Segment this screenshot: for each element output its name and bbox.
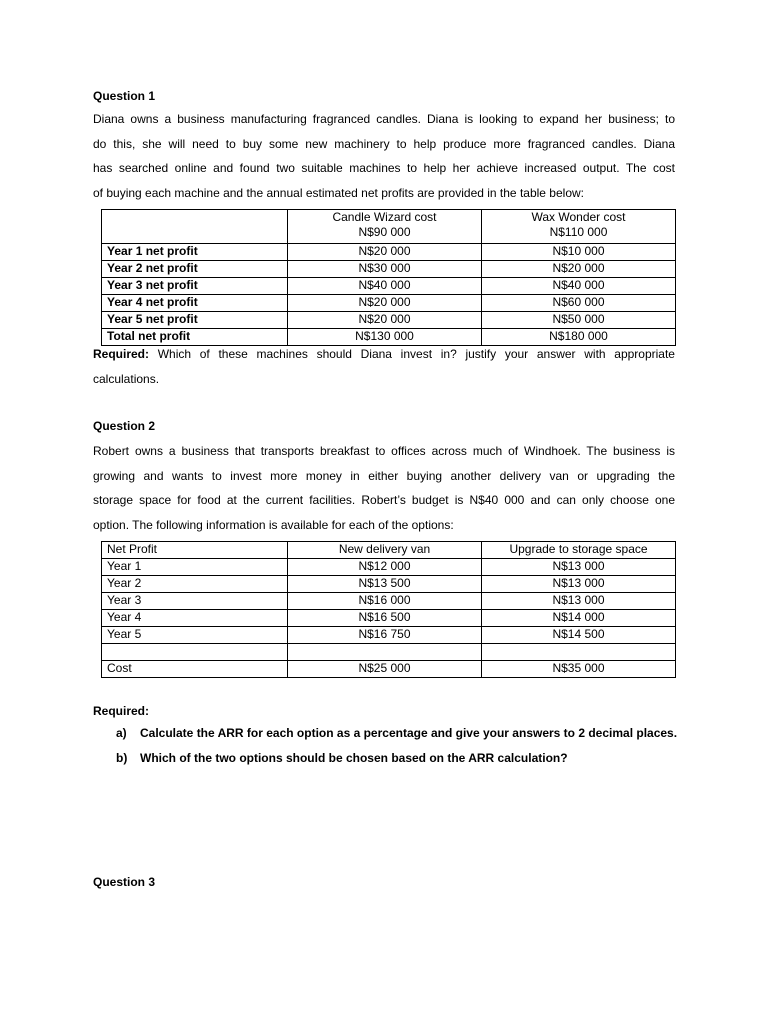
table-cell: N$40 000 [482,278,676,295]
header-cost: N$90 000 [358,225,411,239]
row-label: Year 4 [102,610,288,627]
table-row [102,627,676,644]
row-label: Year 3 [102,593,288,610]
row-label: Year 5 [102,627,288,644]
row-label: Year 4 net profit [102,295,288,312]
header-cell-wax-wonder [482,210,676,244]
row-label: Total net profit [102,329,288,346]
table-cell: N$25 000 [288,661,482,678]
question-2-required-list [116,721,677,770]
table-cell: N$10 000 [482,244,676,261]
row-label: Year 2 [102,576,288,593]
row-label: Year 1 net profit [102,244,288,261]
table-cell: N$14 500 [482,627,676,644]
table-cell: N$40 000 [288,278,482,295]
table-cell: N$20 000 [288,312,482,329]
list-text: Which of the two options should be chosen based on the ARR calculation? [140,750,568,765]
table-row [102,559,676,576]
paragraph-line: has searched online and found two suitable machines to help her achieve increased output. The cost [93,161,675,175]
table-row-cost [102,661,676,678]
machine-profit-table [101,209,676,346]
table-cell: N$13 500 [288,576,482,593]
paragraph-line: storage space for food at the current facilities. Robert’s budget is N$40 000 and can only choose one [93,493,675,507]
list-marker: a) [116,726,127,740]
table-cell [482,644,676,661]
question-1-required [93,342,675,391]
question-1-paragraph [93,107,675,205]
header-cost: N$110 000 [549,225,608,239]
row-label: Year 3 net profit [102,278,288,295]
table-row [102,244,676,261]
paragraph-line: growing and wants to invest more money in either buying another delivery van or upgrading the [93,468,675,483]
header-name: Candle Wizard cost [332,210,437,224]
question-2-paragraph [93,439,675,537]
table-row [102,610,676,627]
row-label [102,644,288,661]
table-cell: N$13 000 [482,576,676,593]
list-marker: b) [116,750,128,765]
required-line [93,342,675,367]
table-cell: N$12 000 [288,559,482,576]
table-row-empty [102,644,676,661]
required-label: Required: [93,347,150,361]
table-cell: N$20 000 [482,261,676,278]
table-cell: N$14 000 [482,610,676,627]
table-cell: N$30 000 [288,261,482,278]
list-text: Calculate the ARR for each option as a percentage and give your answers to 2 decimal places. [140,726,678,740]
header-cell: New delivery van [288,542,482,559]
header-cell: Net Profit [102,542,288,559]
table-cell: N$20 000 [288,295,482,312]
table-cell: N$50 000 [482,312,676,329]
list-item [116,721,677,746]
header-name: Wax Wonder cost [531,210,626,224]
table-cell: N$20 000 [288,244,482,261]
paragraph-line: Diana owns a business manufacturing fragranced candles. Diana is looking to expand her business; to [93,112,675,126]
question-1-title: Question 1 [93,89,156,103]
row-label: Cost [102,661,288,678]
table-row [102,261,676,278]
table-header-row [102,542,676,559]
table-cell: N$60 000 [482,295,676,312]
row-label: Year 1 [102,559,288,576]
row-label: Year 5 net profit [102,312,288,329]
table-row [102,593,676,610]
table-cell: N$35 000 [482,661,676,678]
table-cell: N$13 000 [482,593,676,610]
header-cell: Upgrade to storage space [482,542,676,559]
table-row [102,278,676,295]
paragraph-line: of buying each machine and the annual estimated net profits are provided in the table below: [93,185,584,200]
row-label: Year 2 net profit [102,261,288,278]
table-header-row [102,210,676,244]
table-cell: N$180 000 [482,329,676,346]
question-3-title: Question 3 [93,875,156,889]
header-cell-candle-wizard [288,210,482,244]
paragraph-line: do this, she will need to buy some new machinery to help produce more fragranced candles. Diana [93,136,675,151]
table-row [102,295,676,312]
required-text: Which of these machines should Diana invest in? justify your answer with appropriate [157,347,675,361]
paragraph-line: option. The following information is available for each of the options: [93,517,454,532]
table-cell: N$16 750 [288,627,482,644]
header-cell-empty [102,210,288,244]
table-cell: N$16 000 [288,593,482,610]
question-2-required-label: Required: [93,704,150,718]
table-row [102,576,676,593]
table-row [102,312,676,329]
paragraph-line: Robert owns a business that transports breakfast to offices across much of Windhoek. The business is [93,444,675,458]
required-line: calculations. [93,371,160,386]
table-cell: N$13 000 [482,559,676,576]
question-2-title: Question 2 [93,419,156,433]
delivery-options-table [101,541,676,678]
table-cell: N$16 500 [288,610,482,627]
table-cell: N$130 000 [288,329,482,346]
table-cell [288,644,482,661]
list-item [116,746,677,771]
